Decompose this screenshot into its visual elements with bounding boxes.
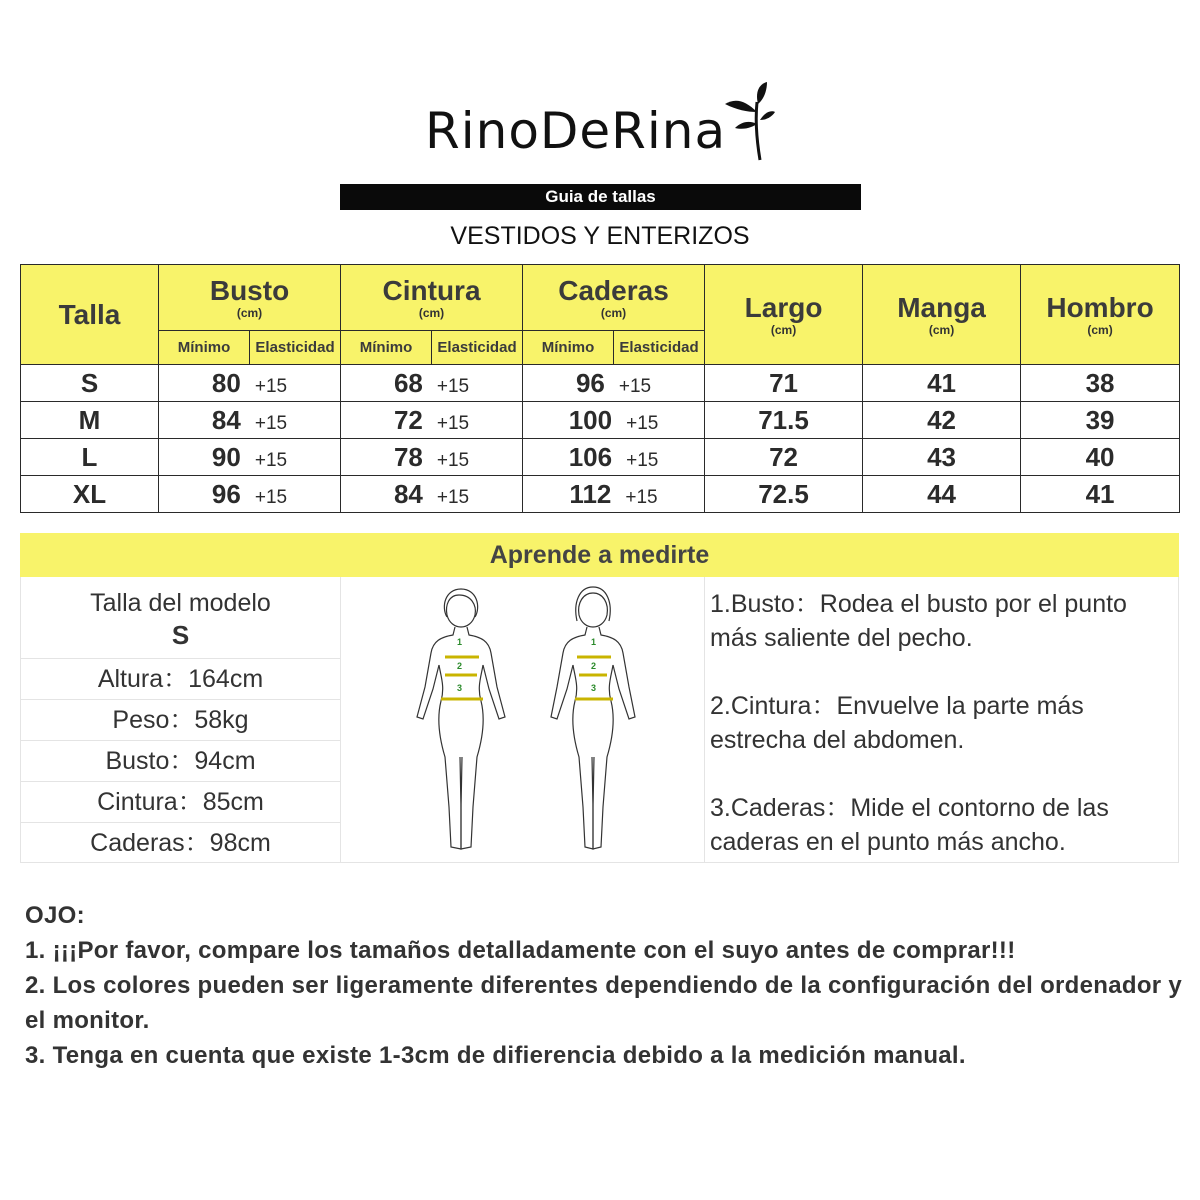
- notes-heading: OJO:: [25, 902, 85, 929]
- header-hombro: Hombro (cm): [1021, 265, 1180, 365]
- body-figure-illustration: [341, 577, 705, 863]
- instruction-waist: 2.Cintura：Envuelve la parte más estrecha del abdomen.: [710, 692, 1084, 754]
- leaf-icon: [705, 82, 775, 162]
- busto-cell: 96 +15: [159, 476, 341, 513]
- header-busto: Busto (cm): [159, 265, 341, 331]
- manga-cell: 44: [863, 476, 1021, 513]
- model-size-heading: Talla del modelo S: [21, 577, 340, 659]
- largo-cell: 72: [705, 439, 863, 476]
- manga-cell: 43: [863, 439, 1021, 476]
- instruction-bust: 1.Busto：Rodea el busto por el punto más saliente del pecho.: [710, 590, 1127, 652]
- measurement-figures: [341, 577, 705, 863]
- cintura-cell: 78 +15: [341, 439, 523, 476]
- model-waist: Cintura：85cm: [21, 782, 340, 823]
- subheader-elasticidad: Elasticidad: [250, 331, 341, 365]
- note-item: 2. Los colores pueden ser ligeramente diferentes dependiendo de la configuración del ordenador y el monitor.: [25, 972, 1183, 1034]
- waist-mark: 2: [591, 661, 597, 671]
- largo-cell: 72.5: [705, 476, 863, 513]
- caderas-cell: 112 +15: [523, 476, 705, 513]
- cintura-cell: 84 +15: [341, 476, 523, 513]
- caderas-cell: 96 +15: [523, 365, 705, 402]
- header-cintura: Cintura (cm): [341, 265, 523, 331]
- caderas-cell: 106 +15: [523, 439, 705, 476]
- size-label: XL: [21, 476, 159, 513]
- busto-cell: 80 +15: [159, 365, 341, 402]
- category-title: VESTIDOS Y ENTERIZOS: [450, 222, 750, 250]
- cintura-cell: 68 +15: [341, 365, 523, 402]
- table-row: [21, 476, 1180, 513]
- header-talla: Talla: [21, 265, 159, 365]
- waist-mark: 2: [457, 661, 463, 671]
- busto-cell: 84 +15: [159, 402, 341, 439]
- brand-name: RinoDeRina: [425, 102, 727, 160]
- subheader-minimo: Mínimo: [523, 331, 614, 365]
- hombro-cell: 41: [1021, 476, 1180, 513]
- table-row: [21, 365, 1180, 402]
- table-row: [21, 402, 1180, 439]
- note-item: 3. Tenga en cuenta que existe 1-3cm de difierencia debido a la medición manual.: [25, 1042, 966, 1069]
- measure-instructions: [705, 577, 1178, 863]
- hips-mark: 3: [457, 683, 463, 693]
- cintura-cell: 72 +15: [341, 402, 523, 439]
- header-largo: Largo (cm): [705, 265, 863, 365]
- manga-cell: 42: [863, 402, 1021, 439]
- measure-guide: [20, 533, 1179, 863]
- subheader-elasticidad: Elasticidad: [432, 331, 523, 365]
- size-label: L: [21, 439, 159, 476]
- hombro-cell: 38: [1021, 365, 1180, 402]
- hips-mark: 3: [591, 683, 597, 693]
- header-manga: Manga (cm): [863, 265, 1021, 365]
- size-guide-banner: Guia de tallas: [340, 184, 861, 210]
- size-label: S: [21, 365, 159, 402]
- model-hips: Caderas：98cm: [90, 829, 271, 857]
- bust-mark: 1: [457, 637, 463, 647]
- instruction-hips: 3.Caderas：Mide el contorno de las caderas en el punto más ancho.: [710, 794, 1109, 856]
- measure-guide-title: Aprende a medirte: [20, 533, 1179, 577]
- size-label: M: [21, 402, 159, 439]
- subheader-minimo: Mínimo: [341, 331, 432, 365]
- header-caderas: Caderas (cm): [523, 265, 705, 331]
- model-size: S: [171, 620, 190, 650]
- busto-cell: 90 +15: [159, 439, 341, 476]
- model-height: Altura：164cm: [21, 659, 340, 700]
- bust-mark: 1: [591, 637, 597, 647]
- notes: [25, 898, 1185, 1073]
- model-weight: Peso：58kg: [21, 700, 340, 741]
- manga-cell: 41: [863, 365, 1021, 402]
- largo-cell: 71.5: [705, 402, 863, 439]
- model-bust: Busto：94cm: [21, 741, 340, 782]
- hombro-cell: 39: [1021, 402, 1180, 439]
- hombro-cell: 40: [1021, 439, 1180, 476]
- table-row: [21, 439, 1180, 476]
- size-table: [20, 264, 1180, 513]
- model-info: [21, 577, 341, 863]
- note-item: 1. ¡¡¡Por favor, compare los tamaños detalladamente con el suyo antes de comprar!!!: [25, 937, 1016, 964]
- brand-logo: [0, 80, 1200, 170]
- subheader-minimo: Mínimo: [159, 331, 250, 365]
- caderas-cell: 100 +15: [523, 402, 705, 439]
- largo-cell: 71: [705, 365, 863, 402]
- subheader-elasticidad: Elasticidad: [614, 331, 705, 365]
